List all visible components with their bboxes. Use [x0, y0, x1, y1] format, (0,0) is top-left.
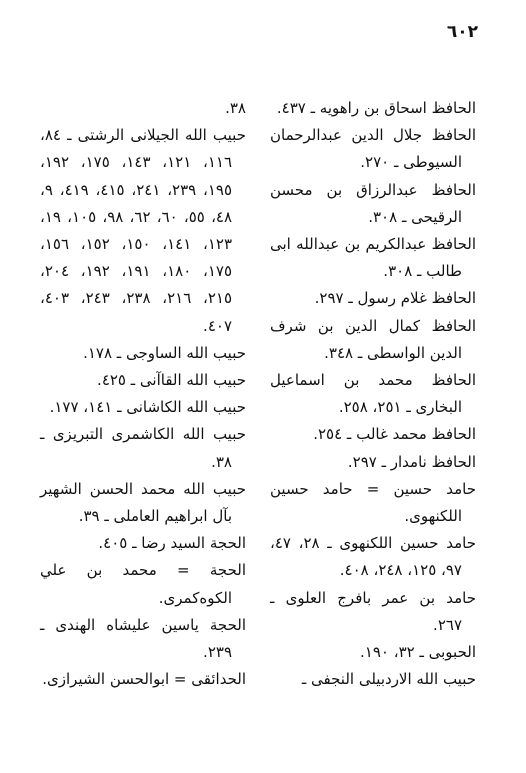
index-entry: الحافظ كمال الدين بن شرف الدين الواسطى ـ ٣٤٨.	[270, 316, 476, 362]
index-entry: الحافظ محمد بن اسماعيل البخارى ـ ٢٥١، ٢٥٨.	[270, 371, 476, 417]
index-entry: الحجة = محمد بن علي الكوه‌كمرى.	[40, 561, 246, 607]
index-entry: الحافظ جلال الدين عبدالرحمان السيوطى ـ ٢٧٠.	[270, 126, 476, 172]
index-entry: حبيب الله القاآنى ـ ٤٢٥.	[97, 371, 246, 390]
index-entry: الحدائقى = ابوالحسن الشيرازى.	[42, 670, 246, 689]
index-entry: حامد بن عمر بافرج العلوى ـ ٢٦٧.	[270, 588, 476, 634]
index-column-left	[40, 95, 246, 693]
index-entry: الحافظ عبدالرزاق بن محسن الرقيحى ـ ٣٠٨.	[270, 180, 476, 226]
index-entry: حبيب الله الجيلانى الرشتى ـ ٨٤، ١١٦، ١٢١، ١٤٣، ١٧٥، ١٩٢، ١٩٥، ٢٣٩، ٢٤١، ٤١٥، ٤١٩، ٩، ٤٨، ٥٥، ٦٠، ٦٢، ٩٨، ١٠٥، ١٩، ١٢٣، ١٤١، ١٥٠، ١٥٢، ١٥٦، ١٧٥، ١٨٠، ١٩١، ١٩٢، ٢٠٤، ٢١٥، ٢١٦، ٢٣٨، ٢٤٣، ٤٠٣، ٤٠٧.	[40, 126, 246, 335]
index-entry: ٣٨.	[225, 99, 246, 117]
index-entry: حامد حسين = حامد حسين اللكنهوى.	[270, 479, 476, 526]
index-entry: الحبوبى ـ ٣٢، ١٩٠.	[360, 643, 476, 662]
index-entry: الحافظ نامدار ـ ٢٩٧.	[347, 452, 476, 471]
index-entry: حبيب الله الكاشانى ـ ١٤١، ١٧٧.	[49, 398, 246, 417]
index-entry: حبيب الله محمد الحسن الشهير بآل ابراهيم العاملى ـ ٣٩.	[40, 479, 246, 526]
index-entry: حبيب الله الكاشمرى التبريزى ـ ٣٨.	[40, 425, 246, 471]
index-column-right	[270, 95, 476, 693]
index-entry: حبيب الله الاردبيلى النجفى ـ	[301, 670, 476, 689]
index-entry: الحجة ياسين عليشاه الهندى ـ ٢٣٩.	[40, 615, 246, 662]
page-number: ٦٠٢	[446, 22, 478, 42]
index-entry: الحجة السيد رضا ـ ٤٠٥.	[98, 534, 246, 553]
index-entry: الحافظ محمد غالب ـ ٢٥٤.	[313, 425, 476, 444]
index-entry: الحافظ عبدالكريم بن عبدالله ابى طالب ـ ٣٠٨.	[270, 235, 476, 281]
index-entry: الحافظ غلام رسول ـ ٢٩٧.	[314, 289, 476, 308]
index-entry: حبيب الله الساوجى ـ ١٧٨.	[83, 343, 246, 362]
index-entry: حامد حسين اللكنهوى ـ ٢٨، ٤٧، ٩٧، ١٢٥، ٢٤٨، ٤٠٨.	[270, 534, 477, 580]
index-entry: الحافظ اسحاق بن راهويه ـ ٤٣٧.	[276, 99, 476, 117]
